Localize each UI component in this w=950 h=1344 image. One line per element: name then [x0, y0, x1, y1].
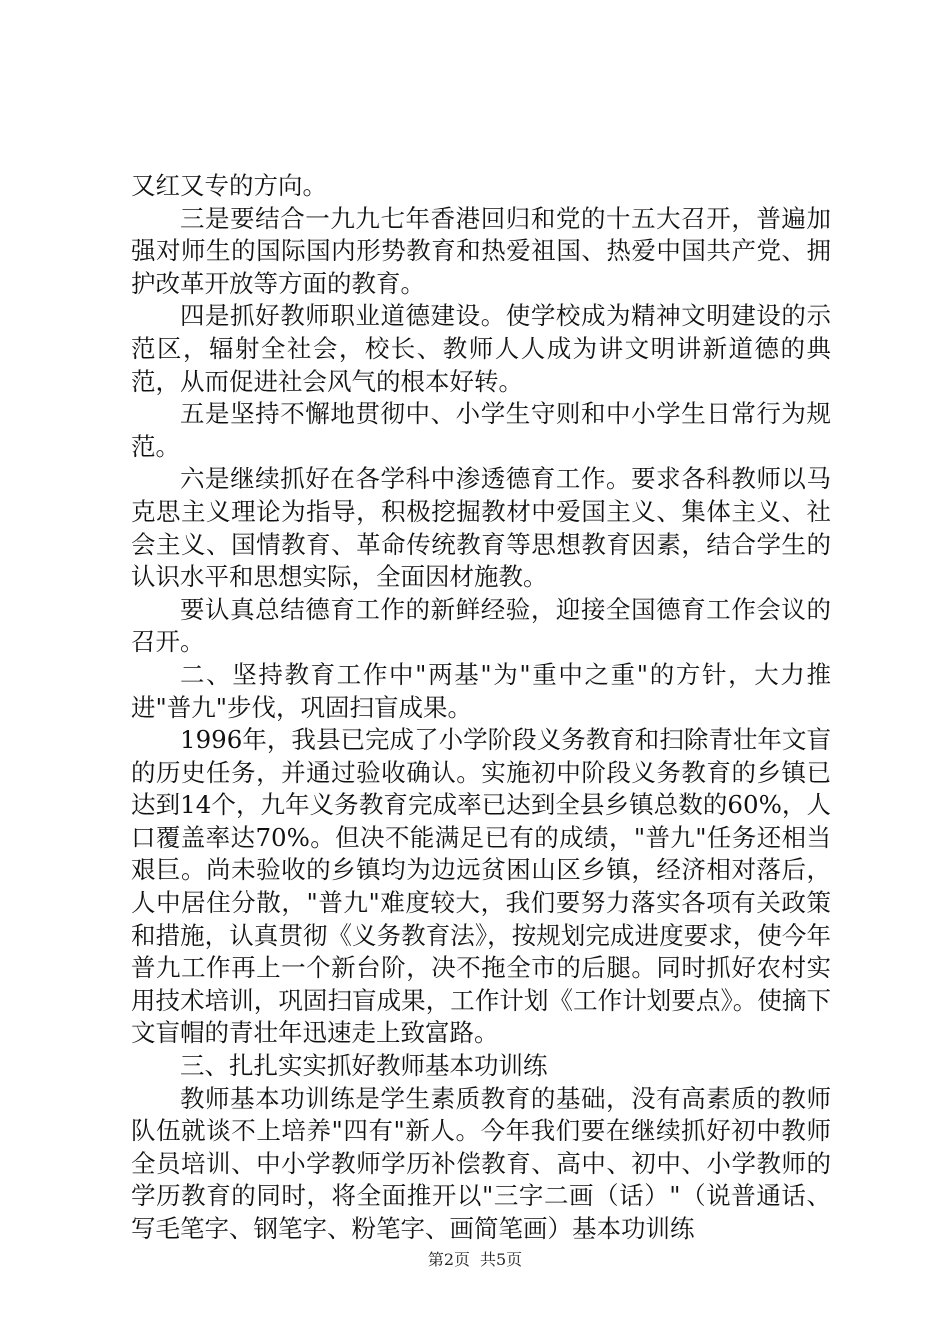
page-total: 共5页 [480, 1250, 523, 1269]
paragraph: 三是要结合一九九七年香港回归和党的十五大召开，普遍加强对师生的国际国内形势教育和热爱祖国、热爱中国共产党、拥护改革开放等方面的教育。 [131, 203, 831, 298]
page-footer [0, 1247, 950, 1270]
paragraph: 五是坚持不懈地贯彻中、小学生守则和中小学生日常行为规范。 [131, 399, 831, 461]
page-number: 第2页 [427, 1250, 470, 1269]
paragraph: 三、扎扎实实抓好教师基本功训练 [180, 1051, 548, 1081]
paragraph: 二、坚持教育工作中"两基"为"重中之重"的方针，大力推进"普九"步伐，巩固扫盲成果。 [131, 659, 831, 722]
paragraph: 又红又专的方向。 [131, 171, 327, 200]
document-body [131, 170, 831, 1246]
paragraph: 1996年，我县已完成了小学阶段义务教育和扫除青壮年文盲的历史任务，并通过验收确认。实施初中阶段义务教育的乡镇已达到14个，九年义务教育完成率已达到全县乡镇总数的60%，人口覆盖率达70%。但决不能满足已有的成绩，"普九"任务还相当艰巨。尚未验收的乡镇均为边远贫困山区乡镇，经济相对落后，人中居住分散，"普九"难度较大，我们要努力落实各项有关政策和措施，认真贯彻《义务教育法》，按规划完成进度要求，使今年普九工作再上一个新台阶，决不拖全市的后腿。同时抓好农村实用技术培训，巩固扫盲成果，工作计划《工作计划要点》。使摘下文盲帽的青壮年迅速走上致富路。 [131, 725, 831, 1048]
paragraph: 教师基本功训练是学生素质教育的基础，没有高素质的教师队伍就谈不上培养"四有"新人。今年我们要在继续抓好初中教师全员培训、中小学教师学历补偿教育、高中、初中、小学教师的学历教育的同时，将全面推开以"三字二画（话）"（说普通话、写毛笔字、钢笔字、粉笔字、画简笔画）基本功训练 [131, 1083, 831, 1243]
paragraph: 六是继续抓好在各学科中渗透德育工作。要求各科教师以马克思主义理论为指导，积极挖掘教材中爱国主义、集体主义、社会主义、国情教育、革命传统教育等思想教育因素，结合学生的认识水平和思想实际，全面因材施教。 [131, 464, 831, 592]
paragraph: 四是抓好教师职业道德建设。使学校成为精神文明建设的示范区，辐射全社会，校长、教师人人成为讲文明讲新道德的典范，从而促进社会风气的根本好转。 [131, 301, 831, 396]
paragraph: 要认真总结德育工作的新鲜经验，迎接全国德育工作会议的召开。 [131, 594, 831, 657]
